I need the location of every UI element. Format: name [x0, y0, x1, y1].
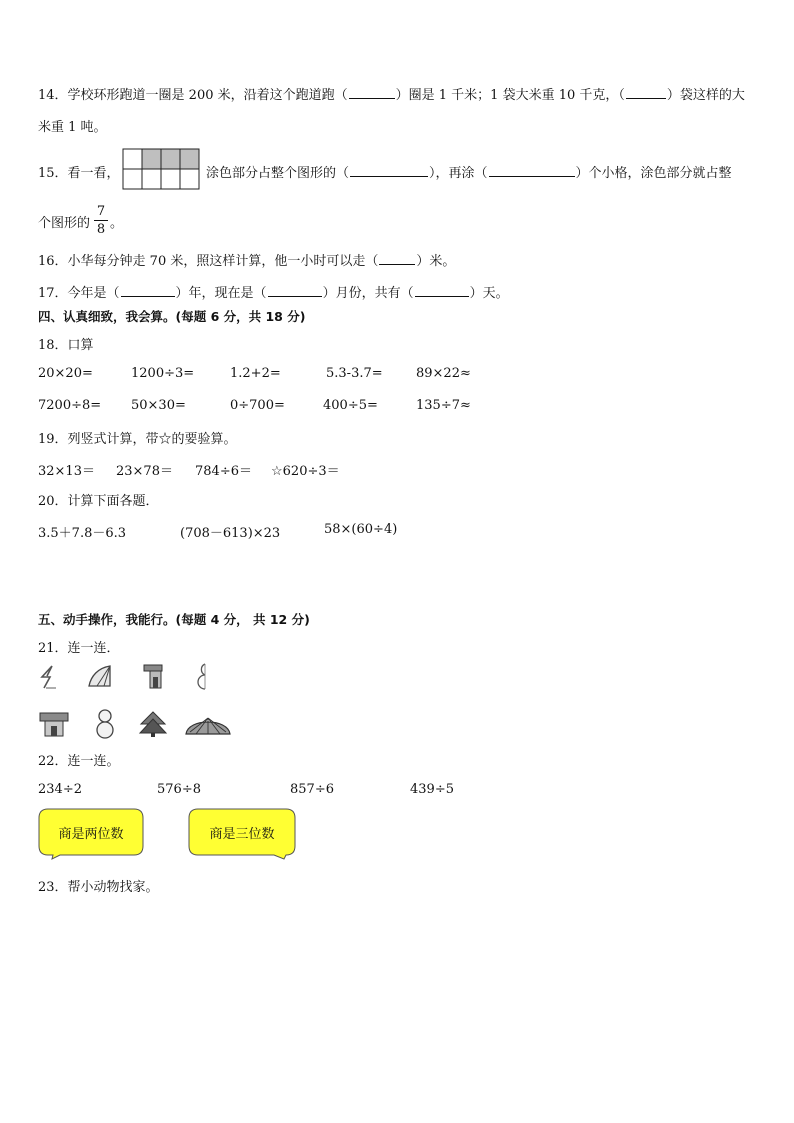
column-calc-item: 32×13＝ — [38, 464, 95, 479]
grid-cell — [180, 169, 199, 189]
question-15-label: 15．看一看， — [38, 166, 120, 181]
answer-blank[interactable] — [415, 284, 469, 297]
question-14-line1: 14．学校环形跑道一圈是 200 米，沿着这个跑道跑（ ）圈是 1 千米；1 袋大米重 10 千克，（ ）袋这样的大 — [38, 88, 745, 103]
question-17: 17．今年是（ ）年，现在是（ ）月份，共有（ ）天。 — [38, 286, 509, 301]
house-picture — [38, 710, 70, 738]
tree-picture — [138, 710, 168, 738]
column-calc-item: 23×78＝ — [116, 464, 173, 479]
calc-item: 58×(60÷4) — [324, 522, 398, 537]
fraction-seven-eighths: 7 8 — [94, 205, 108, 236]
mental-math-item: 89×22≈ — [416, 366, 471, 381]
mental-math-item: 1.2+2= — [230, 366, 281, 381]
callout-two-digit-quotient[interactable]: 商是两位数 — [38, 808, 144, 860]
division-item[interactable]: 439÷5 — [410, 782, 454, 797]
calc-item: (708－613)×23 — [180, 526, 281, 541]
question-16: 16．小华每分钟走 70 米，照这样计算，他一小时可以走（ ）米。 — [38, 254, 456, 269]
mental-math-item: 50×30= — [131, 398, 186, 413]
mental-math-item: 400÷5= — [323, 398, 378, 413]
question-23-title: 23．帮小动物找家。 — [38, 880, 159, 895]
question-18-title: 18．口算 — [38, 338, 94, 353]
grid-cell-shaded — [161, 149, 180, 169]
grid-cell — [123, 169, 142, 189]
question-22-title: 22．连一连。 — [38, 754, 120, 769]
answer-blank[interactable] — [121, 284, 175, 297]
umbrella-picture — [184, 710, 232, 738]
mental-math-item: 7200÷8= — [38, 398, 102, 413]
division-item[interactable]: 857÷6 — [290, 782, 334, 797]
callout-three-digit-quotient[interactable]: 商是三位数 — [188, 808, 296, 860]
grid-cell-shaded — [142, 149, 161, 169]
answer-blank[interactable] — [379, 252, 415, 265]
mental-math-item: 0÷700= — [230, 398, 285, 413]
grid-cell — [161, 169, 180, 189]
question-15-line2: 个图形的 — [38, 216, 91, 231]
half-snowman-picture — [196, 662, 212, 690]
answer-blank[interactable] — [626, 86, 666, 99]
section-5-heading: 五、动手操作，我能行。(每题 4 分， 共 12 分) — [38, 612, 310, 627]
grid-cell — [142, 169, 161, 189]
division-item[interactable]: 576÷8 — [157, 782, 201, 797]
mental-math-item: 135÷7≈ — [416, 398, 471, 413]
question-20-title: 20．计算下面各题． — [38, 494, 159, 509]
fraction-grid-figure — [122, 148, 202, 190]
answer-blank[interactable] — [350, 164, 428, 177]
column-calc-item: ☆620÷3＝ — [271, 464, 340, 479]
division-item[interactable]: 234÷2 — [38, 782, 82, 797]
grid-cell-shaded — [180, 149, 199, 169]
question-21-title: 21．连一连． — [38, 641, 120, 656]
answer-blank[interactable] — [489, 164, 575, 177]
calc-item: 3.5＋7.8－6.3 — [38, 526, 127, 541]
half-house-picture — [142, 662, 164, 690]
mental-math-item: 5.3-3.7= — [326, 366, 383, 381]
section-4-heading: 四、认真细致，我会算。(每题 6 分，共 18 分) — [38, 309, 306, 324]
answer-blank[interactable] — [268, 284, 322, 297]
half-umbrella-picture — [86, 662, 114, 690]
snowman-picture — [94, 708, 116, 740]
mental-math-item: 20×20= — [38, 366, 93, 381]
question-14-line2: 米重 1 吨。 — [38, 120, 107, 135]
mental-math-item: 1200÷3= — [131, 366, 195, 381]
question-15-line1: 涂色部分占整个图形的（ ），再涂（ ）个小格，涂色部分就占整 — [206, 166, 732, 181]
grid-cell — [123, 149, 142, 169]
question-19-title: 19．列竖式计算，带☆的要验算。 — [38, 432, 237, 447]
answer-blank[interactable] — [349, 86, 395, 99]
half-lightning-picture — [38, 664, 62, 690]
column-calc-item: 784÷6＝ — [195, 464, 252, 479]
